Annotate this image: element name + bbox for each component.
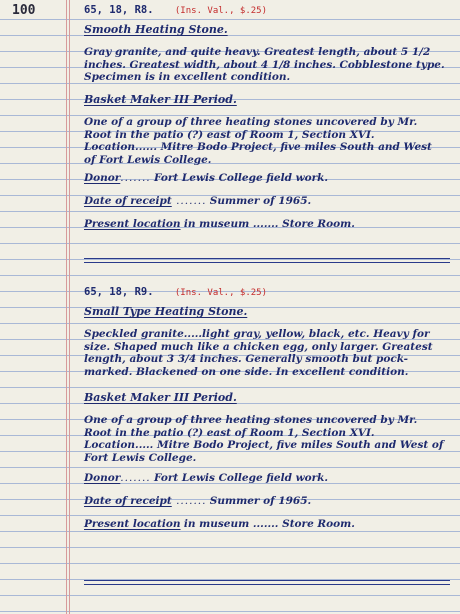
location-label: Present location — [84, 218, 181, 230]
page-number: 100 — [12, 3, 36, 18]
receipt-value: Summer of 1965. — [209, 195, 312, 207]
donor-row: Donor....... Fort Lewis College field work. — [84, 172, 329, 184]
catalog-number: 65, 18, R9. — [84, 286, 154, 298]
location-label: Present location — [84, 518, 181, 530]
donor-label: Donor — [84, 172, 121, 184]
item-description: Speckled granite.....light gray, yellow, black, etc. Heavy for size. Shaped much like a chicken egg, only larger. Greatest length, about 3 3/4 inches. Generally smooth but pock-marked. Blackened on one side. In excellent condition. — [84, 328, 433, 378]
receipt-label: Date of receipt — [84, 195, 172, 207]
entry-divider — [84, 258, 450, 259]
entry-header — [84, 286, 267, 299]
donor-row: Donor....... Fort Lewis College field work. — [84, 472, 329, 484]
insurance-valuation: (Ins. Val., $.25) — [174, 288, 268, 298]
receipt-value: Summer of 1965. — [209, 495, 312, 507]
item-title: Smooth Heating Stone. — [84, 23, 228, 36]
donor-value: Fort Lewis College field work. — [154, 472, 329, 484]
insurance-valuation: (Ins. Val., $.25) — [174, 6, 268, 16]
location-value: in museum ....... Store Room. — [183, 518, 355, 530]
item-title: Small Type Heating Stone. — [84, 305, 248, 318]
entry-divider — [84, 580, 450, 581]
donor-value: Fort Lewis College field work. — [154, 172, 329, 184]
margin-line — [66, 0, 67, 614]
receipt-label: Date of receipt — [84, 495, 172, 507]
item-description: Gray granite, and quite heavy. Greatest length, about 5 1/2 inches. Greatest width, about 4 1/8 inches. Cobblestone type. Specimen is in excellent condition. — [84, 46, 445, 83]
period-heading: Basket Maker III Period. — [84, 391, 237, 404]
location-row — [84, 218, 355, 230]
entry-header — [84, 4, 267, 17]
location-row — [84, 518, 355, 530]
catalog-number: 65, 18, R8. — [84, 4, 154, 16]
period-heading: Basket Maker III Period. — [84, 93, 237, 106]
location-value: in museum ....... Store Room. — [183, 218, 355, 230]
donor-label: Donor — [84, 472, 121, 484]
receipt-row: Date of receipt ....... Summer of 1965. — [84, 195, 312, 207]
provenance-text: One of a group of three heating stones uncovered by Mr. Root in the patio (?) east of Room 1, Section XVI. Location..... Mitre Bodo Project, five miles South and West of Fort Lewis College. — [84, 414, 444, 464]
receipt-row: Date of receipt ....... Summer of 1965. — [84, 495, 312, 507]
margin-line — [69, 0, 70, 614]
provenance-text: One of a group of three heating stones uncovered by Mr. Root in the patio (?) east of Room 1, Section XVI. Location...... Mitre Bodo Project, five miles South and West of Fort Lewis College. — [84, 116, 432, 166]
